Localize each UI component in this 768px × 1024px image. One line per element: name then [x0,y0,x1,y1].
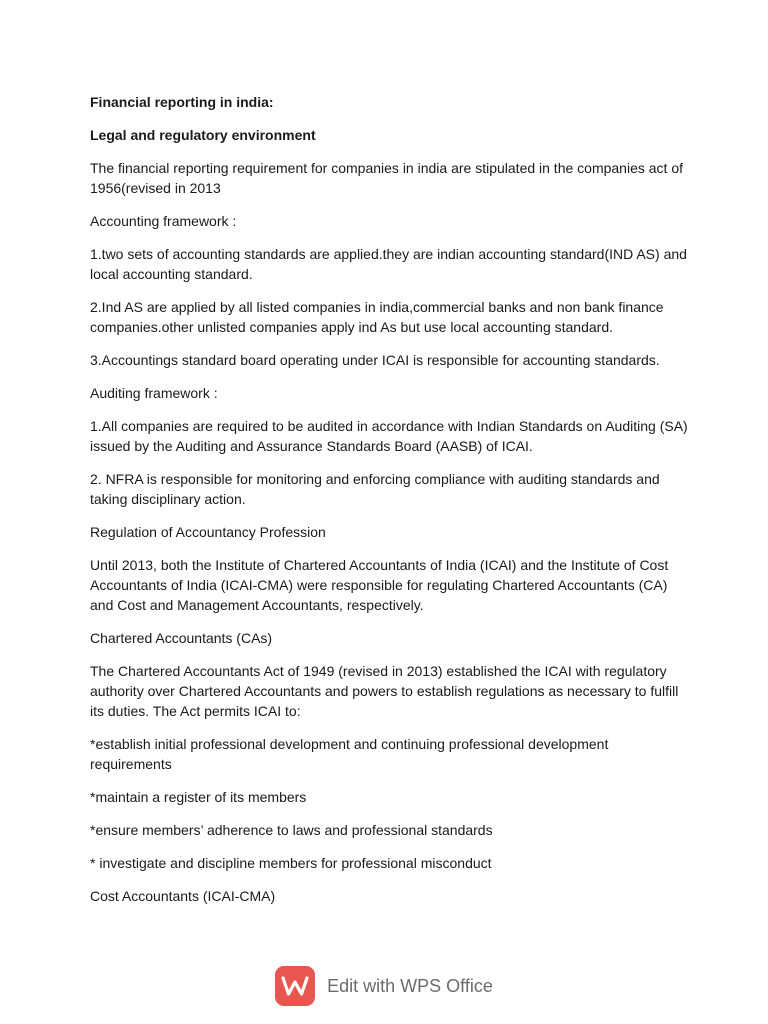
paragraph: 2.Ind AS are applied by all listed companies in india,commercial banks and non bank finance companies.other unlisted companies apply ind As but use local accounting standard. [90,299,664,335]
paragraph: Chartered Accountants (CAs) [90,630,273,646]
paragraph: * investigate and discipline members for professional misconduct [90,855,492,871]
paragraph: 1.two sets of accounting standards are applied.they are indian accounting standard(IND AS) and local accounting standard. [90,246,687,282]
paragraph: Until 2013, both the Institute of Chartered Accountants of India (ICAI) and the Institute of Cost Accountants of India (ICAI-CMA) were responsible for regulating Chartered Accountants (CA) and Cost and Management Accountants, respectively. [90,557,669,613]
paragraph: *maintain a register of its members [90,789,307,805]
document-body [90,92,690,919]
paragraph: 3.Accountings standard board operating under ICAI is responsible for accounting standards. [90,352,660,368]
paragraph: *establish initial professional development and continuing professional development requirements [90,736,609,772]
paragraph: Accounting framework : [90,213,237,229]
paragraph: Regulation of Accountancy Profession [90,524,326,540]
wps-logo-icon [275,966,315,1006]
edit-with-wps-label[interactable]: Edit with WPS Office [327,975,493,996]
paragraph: Auditing framework : [90,385,218,401]
paragraph: 1.All companies are required to be audited in accordance with Indian Standards on Auditing (SA) issued by the Auditing and Assurance Standards Board (AASB) of ICAI. [90,418,688,454]
paragraph: Cost Accountants (ICAI-CMA) [90,888,276,904]
wps-w-glyph [281,975,309,997]
paragraph: The Chartered Accountants Act of 1949 (revised in 2013) established the ICAI with regulatory authority over Chartered Accountants and powers to establish regulations as necessary to fulfill its duties. The Act permits ICAI to: [90,663,679,719]
document-heading: Financial reporting in india: [90,94,274,110]
paragraph: 2. NFRA is responsible for monitoring and enforcing compliance with auditing standards and taking disciplinary action. [90,471,660,507]
paragraph: The financial reporting requirement for companies in india are stipulated in the companies act of 1956(revised in 2013 [90,160,683,196]
edit-with-wps-banner[interactable] [0,964,768,1008]
paragraph: *ensure members’ adherence to laws and professional standards [90,822,493,838]
section-heading: Legal and regulatory environment [90,127,316,143]
